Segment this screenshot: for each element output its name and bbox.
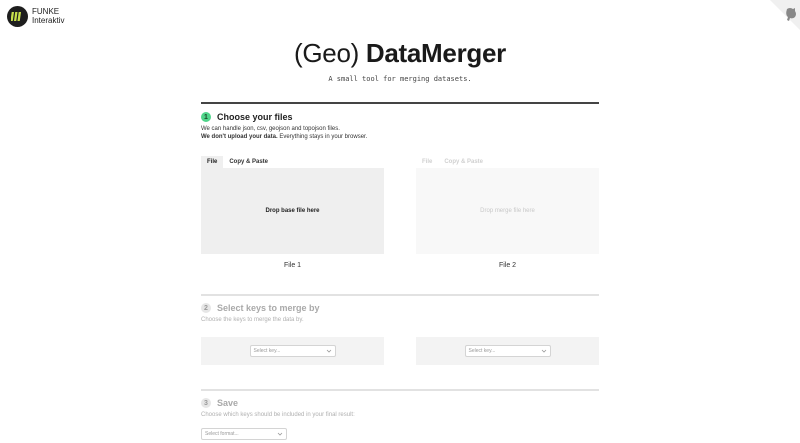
title-bold: DataMerger xyxy=(365,38,506,68)
step1-header xyxy=(201,112,599,141)
chevron-down-icon xyxy=(541,348,547,354)
file1-label: File 1 xyxy=(283,262,302,269)
step1-desc-rest: Everything stays in your browser. xyxy=(277,134,368,140)
step3-title: Save xyxy=(217,398,239,408)
step3-header xyxy=(201,398,599,419)
key1-select-label: Select key... xyxy=(253,348,281,354)
github-corner-link[interactable] xyxy=(770,0,800,30)
file1-dropzone[interactable]: Drop base file here xyxy=(201,168,384,254)
file1-tab-paste[interactable]: Copy & Paste xyxy=(229,159,269,165)
step1-desc-line2 xyxy=(201,133,599,141)
step2-description: Choose the keys to merge the data by. xyxy=(201,317,304,323)
chevron-down-icon xyxy=(326,348,332,354)
chevron-down-icon xyxy=(277,431,283,437)
step2-number-badge: 2 xyxy=(201,303,211,313)
file2-dropzone[interactable]: Drop merge file here xyxy=(416,168,599,254)
brand-line1: FUNKE xyxy=(32,7,60,16)
step2-divider xyxy=(201,294,599,296)
brand[interactable] xyxy=(7,6,64,27)
step2-header xyxy=(201,303,599,324)
step3-number-badge: 3 xyxy=(201,398,211,408)
key1-select[interactable] xyxy=(250,345,336,357)
page-subtitle: A small tool for merging datasets. xyxy=(328,75,472,83)
brand-line2: Interaktiv xyxy=(32,16,65,25)
step3-description: Choose which keys should be included in your final result: xyxy=(201,412,355,418)
file2-tabs xyxy=(416,156,599,168)
format-select[interactable] xyxy=(201,428,287,440)
file1-tab-file[interactable]: File xyxy=(201,156,223,168)
step1-number-badge: 1 xyxy=(201,112,211,122)
file2-label: File 2 xyxy=(498,262,517,269)
file1-dropzone-wrapper xyxy=(201,156,384,269)
github-octocat-icon xyxy=(770,0,800,30)
file2-dropzone-wrapper xyxy=(416,156,599,269)
key1-bar xyxy=(201,337,384,365)
file2-tab-paste[interactable]: Copy & Paste xyxy=(444,159,484,165)
format-select-label: Select format... xyxy=(205,431,239,437)
file2-tab-file[interactable]: File xyxy=(422,159,433,165)
step1-description xyxy=(201,125,599,141)
file1-tabs xyxy=(201,156,384,168)
page-title xyxy=(0,38,800,69)
step3-divider xyxy=(201,389,599,391)
key2-bar xyxy=(416,337,599,365)
step1-desc-bold: We don't upload your data. xyxy=(201,134,278,140)
step1-title: Choose your files xyxy=(217,112,293,122)
step2-title: Select keys to merge by xyxy=(217,303,320,313)
brand-name xyxy=(32,7,64,25)
step1-desc-line1: We can handle json, csv, geojson and topojson files. xyxy=(201,126,340,132)
key2-select[interactable] xyxy=(465,345,551,357)
funke-logo-icon xyxy=(7,6,28,27)
title-plain: (Geo) xyxy=(294,38,366,68)
key2-select-label: Select key... xyxy=(468,348,496,354)
step1-divider xyxy=(201,102,599,104)
